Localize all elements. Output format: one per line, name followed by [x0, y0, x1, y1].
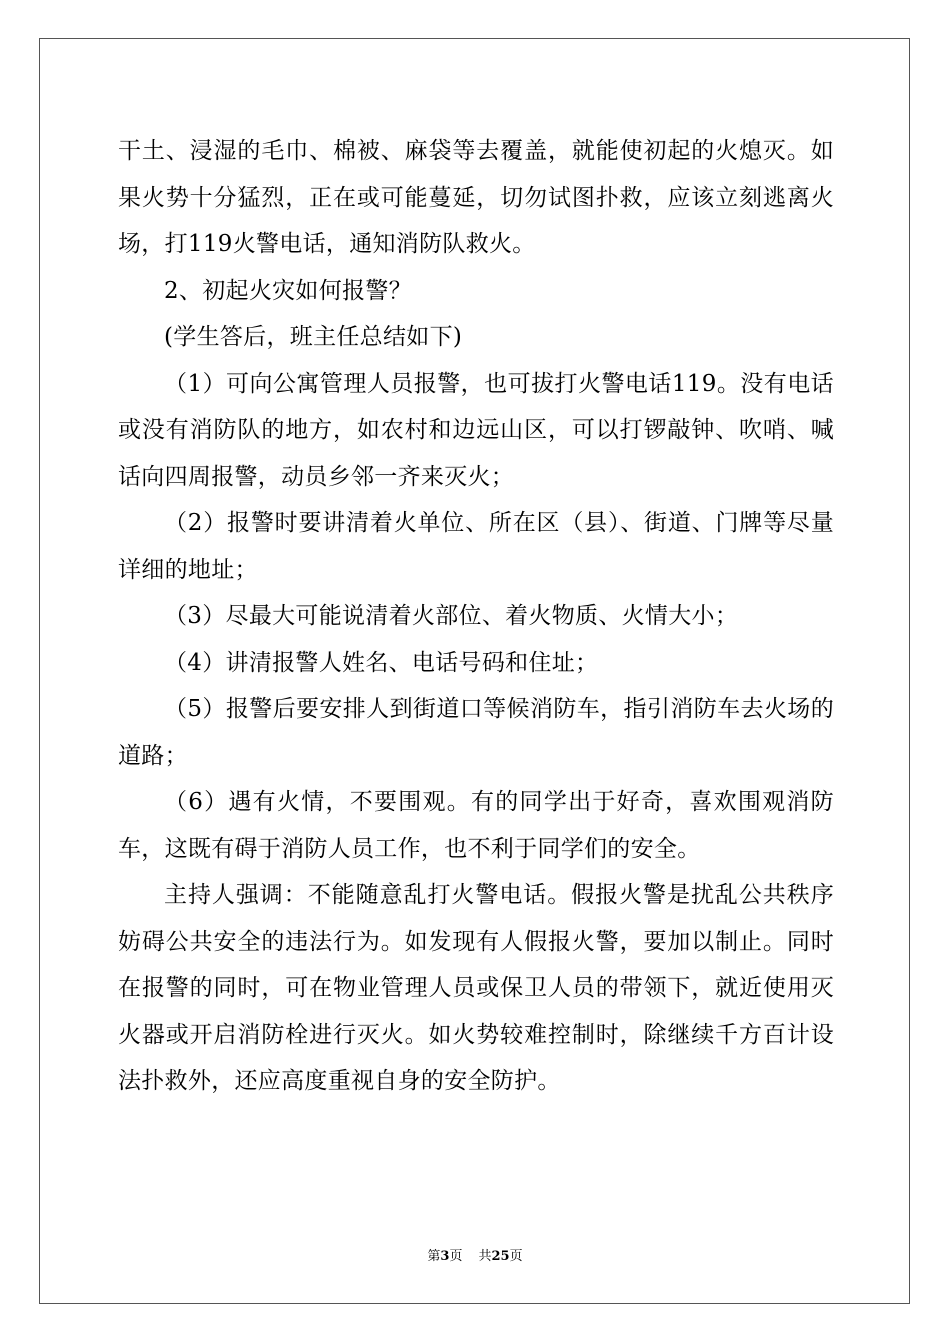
paragraph: （2）报警时要讲清着火单位、所在区（县）、街道、门牌等尽量详细的地址； — [118, 510, 834, 583]
paragraph: （4）讲清报警人姓名、电话号码和住址； — [164, 649, 599, 676]
document-body — [118, 128, 834, 1105]
total-prefix: 共 — [478, 1249, 492, 1264]
paragraph: （3）尽最大可能说清着火部位、着火物质、火情大小； — [164, 603, 739, 629]
total-pages: 25 — [491, 1249, 510, 1264]
total-suffix: 页 — [509, 1249, 523, 1264]
page-suffix: 页 — [449, 1249, 463, 1264]
paragraph: （5）报警后要安排人到街道口等候消防车，指引消防车去火场的道路； — [118, 696, 834, 769]
paragraph: 主持人强调：不能随意乱打火警电话。假报火警是扰乱公共秩序妨碍公共安全的违法行为。如发现有人假报火警，要加以制止。同时在报警的同时，可在物业管理人员或保卫人员的带领下，就近使用灭火器或开启消防栓进行灭火。如火势较难控制时，除继续千方百计设法扑救外，还应高度重视自身的安全防护。 — [118, 882, 834, 1094]
page-prefix: 第 — [427, 1249, 441, 1264]
paragraph: （6）遇有火情，不要围观。有的同学出于好奇，喜欢围观消防车，这既有碍于消防人员工作，也不利于同学们的安全。 — [118, 789, 834, 862]
page-number: 3 — [440, 1249, 450, 1264]
paragraph: (学生答后，班主任总结如下) — [164, 324, 463, 350]
page-footer — [0, 1247, 950, 1267]
paragraph: 2、初起火灾如何报警？ — [164, 277, 412, 304]
paragraph: （1）可向公寓管理人员报警，也可拔打火警电话119。没有电话或没有消防队的地方，如农村和边远山区，可以打锣敲钟、吹哨、喊话向四周报警，动员乡邻一齐来灭火； — [118, 370, 834, 490]
paragraph: 干土、浸湿的毛巾、棉被、麻袋等去覆盖，就能使初起的火熄灭。如果火势十分猛烈，正在或可能蔓延，切勿试图扑救，应该立刻逃离火场，打119火警电话，通知消防队救火。 — [118, 138, 834, 257]
